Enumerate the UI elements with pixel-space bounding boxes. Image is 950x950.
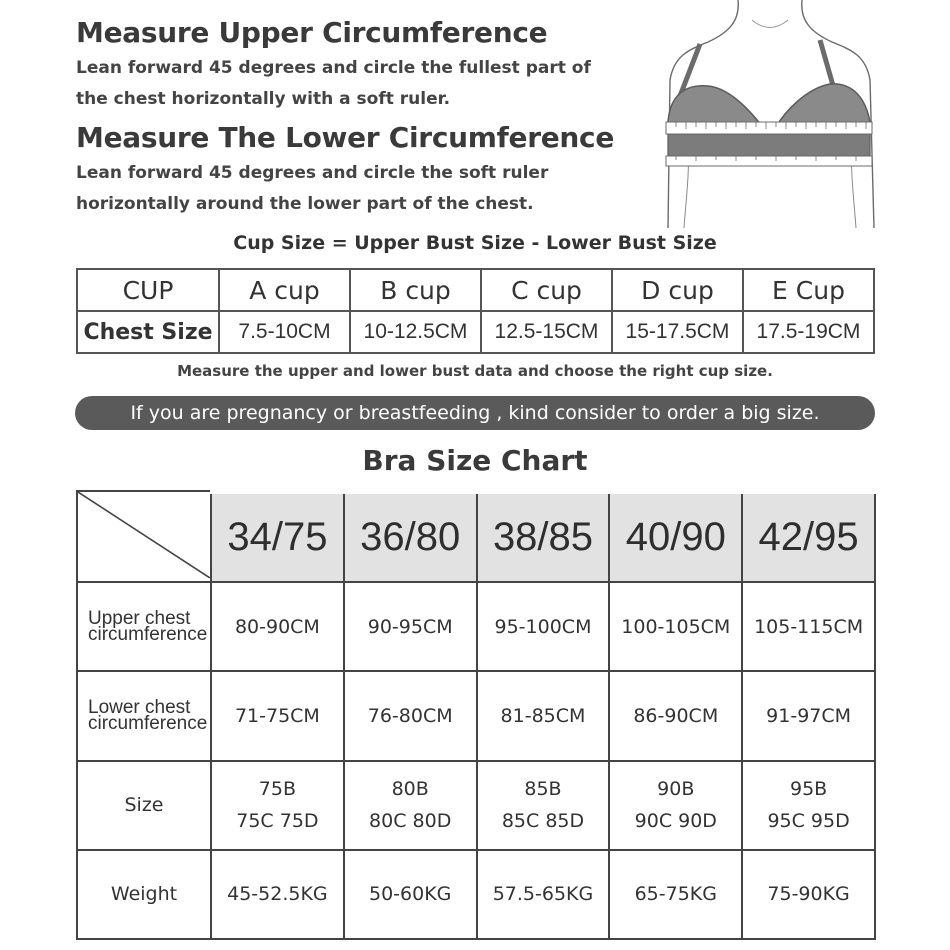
upper-measure-text-line1: Lean forward 45 degrees and circle the fullest part of bbox=[76, 58, 591, 78]
size-cell bbox=[742, 761, 875, 850]
weight-cell: 65-75KG bbox=[609, 850, 742, 939]
cup-size-formula: Cup Size = Upper Bust Size - Lower Bust Size bbox=[233, 232, 717, 254]
size-row bbox=[77, 761, 875, 850]
lower-measure-title: Measure The Lower Circumference bbox=[76, 121, 615, 154]
size-line1: 85B bbox=[524, 778, 562, 801]
size-header: 38/85 bbox=[477, 491, 610, 582]
cup-row-label: CUP bbox=[77, 269, 219, 311]
weight-row bbox=[77, 850, 875, 939]
upper-chest-cell: 90-95CM bbox=[344, 582, 477, 671]
size-line1: 80B bbox=[391, 778, 429, 801]
size-line2: 90C 90D bbox=[634, 810, 717, 833]
size-cell bbox=[344, 761, 477, 850]
size-header: 34/75 bbox=[211, 491, 344, 582]
upper-chest-label-line1: Upper chest bbox=[88, 607, 191, 629]
size-header: 36/80 bbox=[344, 491, 477, 582]
size-line2: 80C 80D bbox=[369, 810, 452, 833]
lower-chest-cell: 76-80CM bbox=[344, 671, 477, 760]
size-line1: 90B bbox=[657, 778, 695, 801]
cup-cell: E Cup bbox=[743, 269, 874, 311]
upper-chest-row bbox=[77, 582, 875, 671]
chest-size-row-label: Chest Size bbox=[77, 311, 219, 353]
upper-chest-label-line2: circumference bbox=[88, 623, 208, 645]
cup-cell: B cup bbox=[350, 269, 481, 311]
lower-chest-cell: 86-90CM bbox=[609, 671, 742, 760]
size-header: 42/95 bbox=[742, 491, 875, 582]
upper-chest-cell: 80-90CM bbox=[211, 582, 344, 671]
weight-cell: 50-60KG bbox=[344, 850, 477, 939]
weight-cell: 45-52.5KG bbox=[211, 850, 344, 939]
lower-chest-cell: 81-85CM bbox=[477, 671, 610, 760]
lower-chest-label-line1: Lower chest bbox=[88, 697, 191, 718]
corner-cell bbox=[77, 491, 211, 582]
bra-size-table bbox=[76, 488, 876, 940]
weight-cell: 75-90KG bbox=[742, 850, 875, 939]
lower-chest-label bbox=[77, 671, 211, 760]
chest-size-row bbox=[77, 311, 874, 353]
size-line2: 85C 85D bbox=[501, 810, 585, 833]
cup-size-table bbox=[76, 268, 875, 354]
size-cell bbox=[211, 761, 344, 850]
size-line2: 95C 95D bbox=[767, 810, 850, 833]
bra-measurement-illustration bbox=[660, 0, 880, 228]
cup-cell: C cup bbox=[481, 269, 612, 311]
upper-measure-title: Measure Upper Circumference bbox=[76, 16, 548, 49]
upper-measure-text-line2: the chest horizontally with a soft ruler. bbox=[76, 89, 451, 109]
chest-size-cell: 15-17.5CM bbox=[612, 311, 743, 353]
upper-chest-cell: 105-115CM bbox=[742, 582, 875, 671]
cup-cell: D cup bbox=[612, 269, 743, 311]
chest-size-cell: 12.5-15CM bbox=[481, 311, 612, 353]
chest-size-cell: 7.5-10CM bbox=[219, 311, 350, 353]
upper-chest-cell: 100-105CM bbox=[609, 582, 742, 671]
lower-chest-cell: 71-75CM bbox=[211, 671, 344, 760]
size-header: 40/90 bbox=[609, 491, 742, 582]
size-cell bbox=[609, 761, 742, 850]
upper-chest-label bbox=[77, 582, 211, 671]
lower-measure-text-line1: Lean forward 45 degrees and circle the soft ruler bbox=[76, 163, 549, 183]
weight-cell: 57.5-65KG bbox=[477, 850, 610, 939]
lower-measure-text-line2: horizontally around the lower part of the chest. bbox=[76, 194, 534, 214]
size-line2: 75C 75D bbox=[236, 810, 319, 833]
lower-chest-cell: 91-97CM bbox=[742, 671, 875, 760]
size-header-row bbox=[77, 491, 875, 582]
chest-size-cell: 10-12.5CM bbox=[350, 311, 481, 353]
size-cell bbox=[477, 761, 610, 850]
pregnancy-banner: If you are pregnancy or breastfeeding , kind consider to order a big size. bbox=[75, 396, 875, 430]
size-line1: 95B bbox=[789, 778, 828, 801]
lower-chest-row bbox=[77, 671, 875, 760]
diagonal-divider bbox=[78, 492, 210, 578]
cup-cell: A cup bbox=[219, 269, 350, 311]
lower-chest-label-line2: circumference bbox=[88, 713, 208, 734]
size-line1: 75B bbox=[258, 778, 296, 801]
chest-size-cell: 17.5-19CM bbox=[743, 311, 874, 353]
bra-size-chart-title: Bra Size Chart bbox=[362, 444, 588, 477]
upper-chest-cell: 95-100CM bbox=[477, 582, 610, 671]
size-label: Size bbox=[77, 761, 211, 850]
weight-label: Weight bbox=[77, 850, 211, 939]
measure-note: Measure the upper and lower bust data and choose the right cup size. bbox=[177, 362, 773, 380]
cup-row bbox=[77, 269, 874, 311]
